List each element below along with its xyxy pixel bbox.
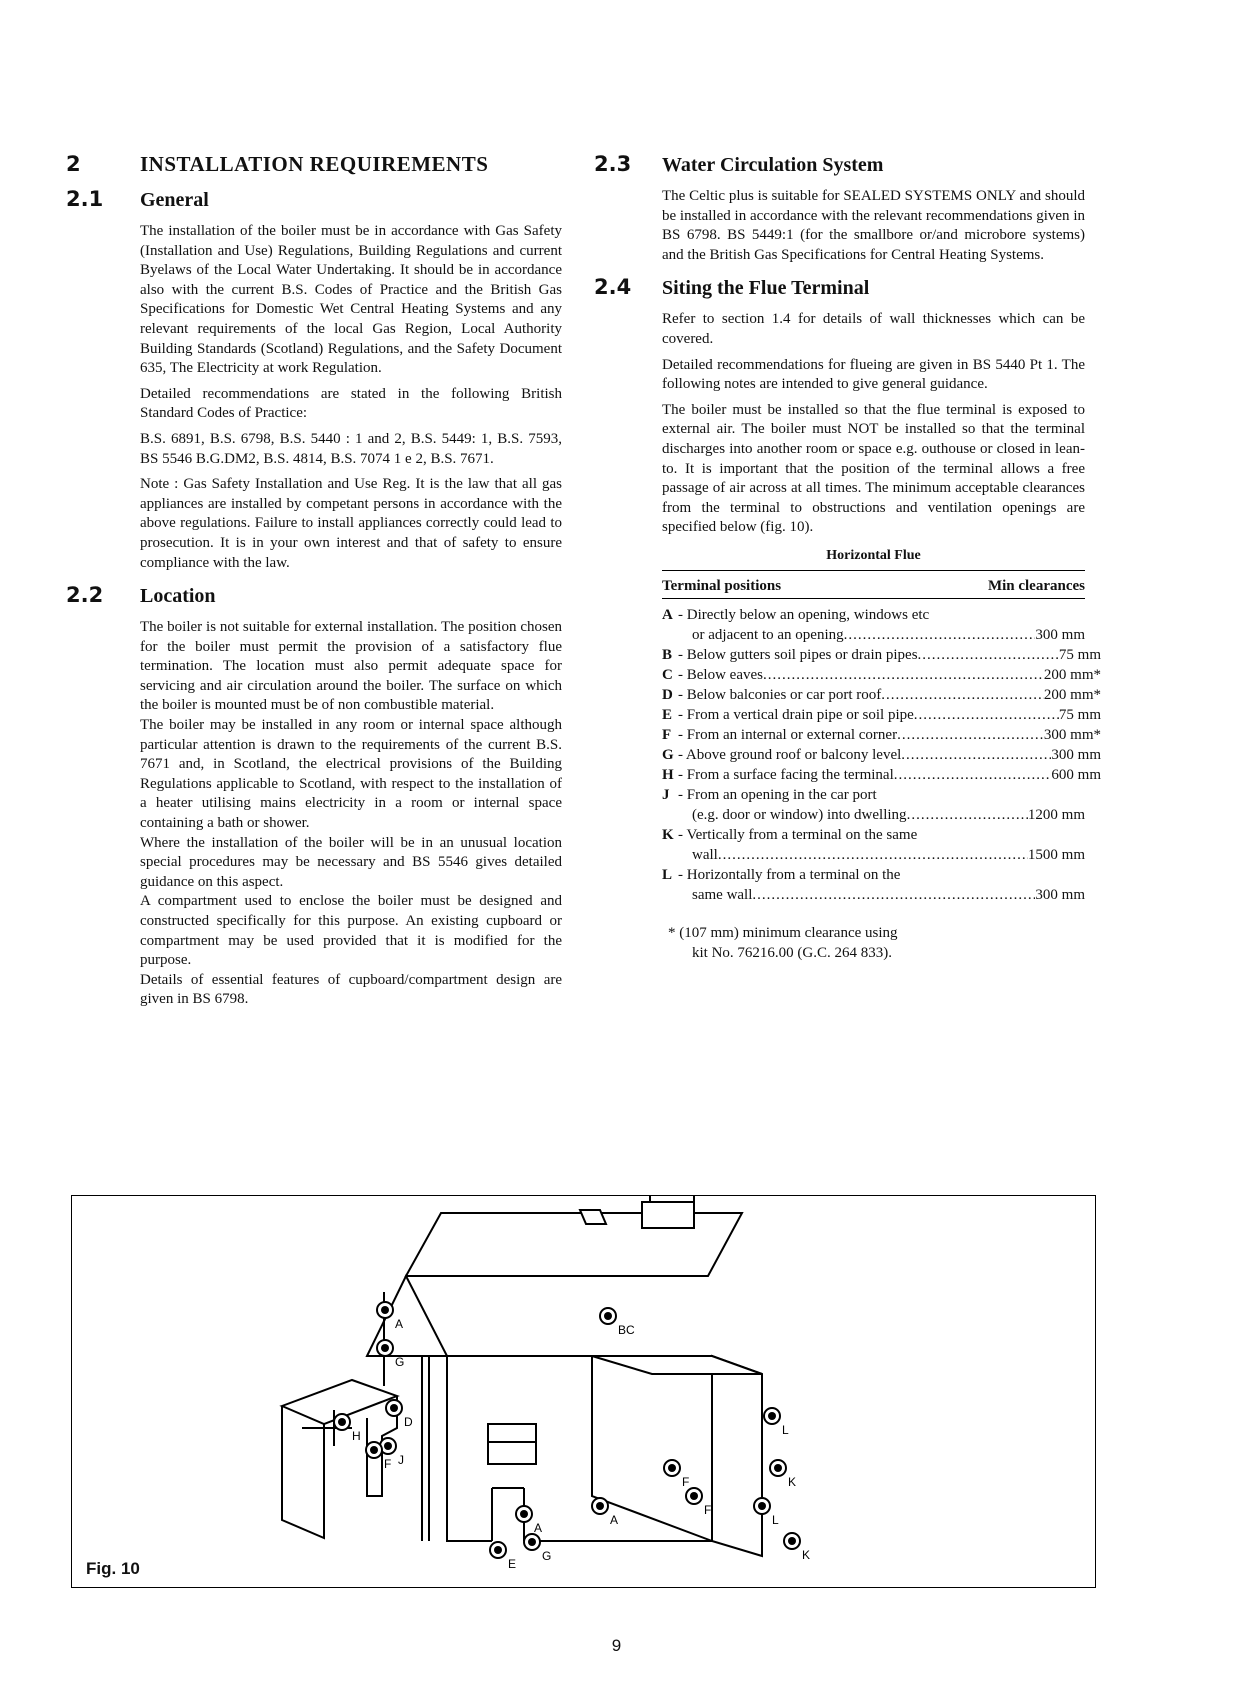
- row-clearance: 300 mm*: [1043, 726, 1101, 743]
- table-caption: Horizontal Flue: [826, 547, 921, 563]
- row-description: - From an opening in the car port: [678, 786, 877, 803]
- row-description: - Horizontally from a terminal on the: [678, 866, 901, 883]
- row-clearance: 600 mm: [1051, 766, 1101, 783]
- column-header-positions: Terminal positions: [662, 577, 782, 594]
- section-title: Siting the Flue Terminal: [662, 277, 870, 300]
- terminal-marker-label: L: [782, 1423, 789, 1437]
- figure-10: [71, 1195, 1096, 1588]
- section-number: 2.1: [66, 187, 104, 211]
- row-clearance: 300 mm: [1051, 746, 1101, 763]
- terminal-icon-core: [690, 1492, 698, 1500]
- paragraph: Details of essential features of cupboard/compartment design are given in BS 6798.: [140, 971, 562, 1008]
- row-letter: E: [662, 706, 673, 723]
- terminal-marker-label: F: [682, 1475, 690, 1489]
- terminal-marker-label: K: [802, 1548, 811, 1562]
- section-number: 2: [66, 152, 81, 176]
- row-letter: A: [662, 606, 673, 623]
- section-2-1-heading: [66, 187, 562, 212]
- row-description: - From a vertical drain pipe or soil pipe: [678, 706, 914, 723]
- row-letter: H: [662, 766, 674, 783]
- section-number: 2.4: [594, 275, 632, 300]
- row-clearance: 75 mm: [1058, 646, 1101, 663]
- terminal-marker-label: A: [395, 1317, 404, 1331]
- note-paragraph: Note : Gas Safety Installation and Use Reg. It is the law that all gas appliances are installed by competant persons in accordance with the above regulations. Failure to install appliances correctly could lead to prosecution. It is in your own interest and that of safety to ensure compliance with the law.: [140, 476, 562, 571]
- paragraph: The boiler may be installed in any room or internal space although particular attention is drawn to the requirements of the current B.S. 7671 and, in Scotland, the electrical provisions of the Building Regulations applicable to Scotland, with respect to the installation of a heater utilising mains electricity in a room or internal space containing a bath or shower.: [140, 717, 562, 832]
- row-description-cont: same wall: [692, 886, 753, 903]
- table-row: [662, 745, 1101, 765]
- row-description: - Above ground roof or balcony level: [678, 746, 902, 763]
- section-2-2-heading: [66, 583, 562, 608]
- terminal-marker-label: F: [704, 1503, 712, 1517]
- section-title: General: [140, 189, 209, 211]
- section-number: 2.2: [66, 583, 104, 608]
- row-clearance: 1500 mm: [1027, 846, 1085, 863]
- terminal-icon-core: [520, 1510, 528, 1518]
- terminal-icon-core: [381, 1306, 389, 1314]
- section-number: 2.3: [594, 152, 632, 176]
- row-description: - Below eaves: [678, 666, 763, 683]
- terminal-icon-core: [390, 1404, 398, 1412]
- section-2-4-body: [662, 310, 1101, 963]
- row-description-cont: wall: [692, 846, 718, 863]
- terminal-icon-core: [381, 1344, 389, 1352]
- paragraph: Where the installation of the boiler will be in an unusual location special procedures may be necessary and BS 5546 gives detailed guidance on this aspect.: [140, 834, 562, 890]
- row-description: - Below gutters soil pipes or drain pipes: [678, 646, 918, 663]
- table-row-continuation: [662, 805, 1085, 825]
- row-letter: K: [662, 826, 674, 843]
- row-clearance: 300 mm: [1035, 886, 1085, 903]
- row-description: - From an internal or external corner: [678, 726, 898, 743]
- page-number: 9: [611, 1636, 622, 1655]
- paragraph: The boiler must be installed so that the flue terminal is exposed to external air. The boiler must NOT be installed so that the terminal discharges into another room or space e.g. outhouse or closed in lean-to. It is important that the position of the terminal allows a free passage of air across at all times. The minimum acceptable clearances from the terminal to obstructions and ventilation openings are specified below (fig. 10).: [662, 401, 1085, 536]
- table-row: [662, 865, 1085, 885]
- row-description: - Below balconies or car port roof: [678, 686, 882, 703]
- row-letter: L: [662, 866, 673, 883]
- row-letter: D: [662, 686, 673, 703]
- table-row: [662, 605, 1085, 625]
- section-2-4-heading: [594, 275, 1085, 300]
- row-description: - Directly below an opening, windows etc: [678, 606, 930, 623]
- row-clearance: 200 mm*: [1043, 666, 1101, 683]
- paragraph: Refer to section 1.4 for details of wall thicknesses which can be covered.: [662, 311, 1085, 347]
- terminal-icon-core: [788, 1537, 796, 1545]
- terminal-icon-core: [384, 1442, 392, 1450]
- terminal-icon-core: [596, 1502, 604, 1510]
- section-2-2-body: [140, 618, 562, 1010]
- left-column: [66, 152, 562, 1010]
- terminal-marker-label: G: [395, 1355, 405, 1369]
- paragraph: B.S. 6891, B.S. 6798, B.S. 5440 : 1 and 2, B.S. 5449: 1, B.S. 7593, BS 5546 B.G.DM2, B.S. 4814, B.S. 7074 1 e 2, B.S. 7671.: [140, 430, 562, 467]
- row-letter: B: [662, 646, 673, 663]
- table-row: [662, 645, 1101, 665]
- terminal-icon-core: [338, 1418, 346, 1426]
- table-row: [662, 685, 1101, 705]
- table-row: [662, 705, 1101, 725]
- terminal-icon-core: [768, 1412, 776, 1420]
- row-description-cont: or adjacent to an opening: [692, 626, 844, 643]
- table-row-continuation: [662, 845, 1085, 865]
- table-row: [662, 725, 1101, 745]
- terminal-icon-core: [758, 1502, 766, 1510]
- table-footnote: [662, 923, 1085, 963]
- terminal-marker-label: A: [610, 1513, 619, 1527]
- paragraph: The installation of the boiler must be in accordance with Gas Safety (Installation and Use) Regulations, Building Regulations and current Byelaws of the Local Water Undertaking. It should be in accordance also with the current B.S. Codes of Practice and the British Gas Specifications for Domestic Wet Central Heating Systems and any relevant requirements of the local Gas Region, Local Authority Building Standards (Scotland) Regulations, and the Safety Document 635, The Electricity at work Regulation.: [140, 223, 562, 377]
- row-description-cont: (e.g. door or window) into dwelling: [692, 806, 907, 823]
- paragraph: The boiler is not suitable for external installation. The position chosen for the boiler must permit the provision of a satisfactory flue termination. The location must also permit adequate space for servicing and air circulation around the boiler. The surface on which the boiler is mounted must be of non combustible material.: [140, 619, 562, 714]
- terminal-icon-core: [668, 1464, 676, 1472]
- section-2-heading: [66, 152, 562, 177]
- row-description: - From a surface facing the terminal: [678, 766, 894, 783]
- section-2-1-body: [140, 222, 562, 573]
- table-row: [662, 785, 1085, 805]
- section-2-3-heading: [594, 152, 1085, 177]
- house-flue-diagram: [72, 1196, 1095, 1587]
- table-row: [662, 825, 1085, 845]
- row-letter: C: [662, 666, 673, 683]
- terminal-marker-label: K: [788, 1475, 797, 1489]
- table-row-continuation: [662, 885, 1085, 905]
- terminal-marker-label: A: [534, 1521, 543, 1535]
- row-description: - Vertically from a terminal on the same: [678, 826, 918, 843]
- row-clearance: 300 mm: [1035, 626, 1085, 643]
- terminal-marker-label: H: [352, 1429, 361, 1443]
- row-letter: F: [662, 726, 672, 743]
- footnote-line: * (107 mm) minimum clearance using: [668, 924, 898, 941]
- paragraph: Detailed recommendations for flueing are given in BS 5440 Pt 1. The following notes are intended to give general guidance.: [662, 356, 1085, 393]
- figure-label: Fig. 10: [86, 1559, 140, 1578]
- section-title: Water Circulation System: [662, 154, 884, 176]
- paragraph: Detailed recommendations are stated in the following British Standard Codes of Practice:: [140, 385, 562, 422]
- table-row: [662, 765, 1101, 785]
- paragraph: A compartment used to enclose the boiler must be designed and constructed specifically for this purpose. An existing cupboard or compartment may be used provided that it is modified for the purpose.: [140, 893, 562, 969]
- terminal-marker-label: F: [384, 1457, 392, 1471]
- paragraph: The Celtic plus is suitable for SEALED SYSTEMS ONLY and should be installed in accordance with the relevant recommendations given in BS 6798. BS 5449:1 (for the smallbore or/and microbore systems) and the British Gas Specifications for Central Heating Systems.: [662, 188, 1085, 263]
- section-title: Location: [140, 585, 216, 608]
- terminal-marker-label: J: [398, 1453, 404, 1467]
- section-2-3-body: [662, 187, 1085, 265]
- terminal-icon-core: [528, 1538, 536, 1546]
- terminal-marker-label: D: [404, 1415, 413, 1429]
- row-letter: J: [662, 786, 670, 803]
- table-row-continuation: [662, 625, 1085, 645]
- terminal-marker-label: G: [542, 1549, 552, 1563]
- terminal-icon-core: [774, 1464, 782, 1472]
- terminal-icon-core: [370, 1446, 378, 1454]
- terminal-icon-core: [494, 1546, 502, 1554]
- row-clearance: 75 mm: [1058, 706, 1101, 723]
- section-title: INSTALLATION REQUIREMENTS: [140, 152, 489, 176]
- row-clearance: 1200 mm: [1027, 806, 1085, 823]
- terminal-icon-core: [604, 1312, 612, 1320]
- footnote-line: kit No. 76216.00 (G.C. 264 833).: [692, 944, 892, 961]
- row-letter: G: [662, 746, 674, 763]
- terminal-marker-label: E: [508, 1557, 517, 1571]
- terminal-marker-label: BC: [618, 1323, 635, 1337]
- column-header-clearances: Min clearances: [987, 577, 1085, 594]
- table-header: [662, 570, 1085, 599]
- clearance-table: [662, 605, 1101, 905]
- row-clearance: 200 mm*: [1043, 686, 1101, 703]
- terminal-marker-label: L: [772, 1513, 779, 1527]
- right-column: [594, 152, 1101, 963]
- table-row: [662, 665, 1101, 685]
